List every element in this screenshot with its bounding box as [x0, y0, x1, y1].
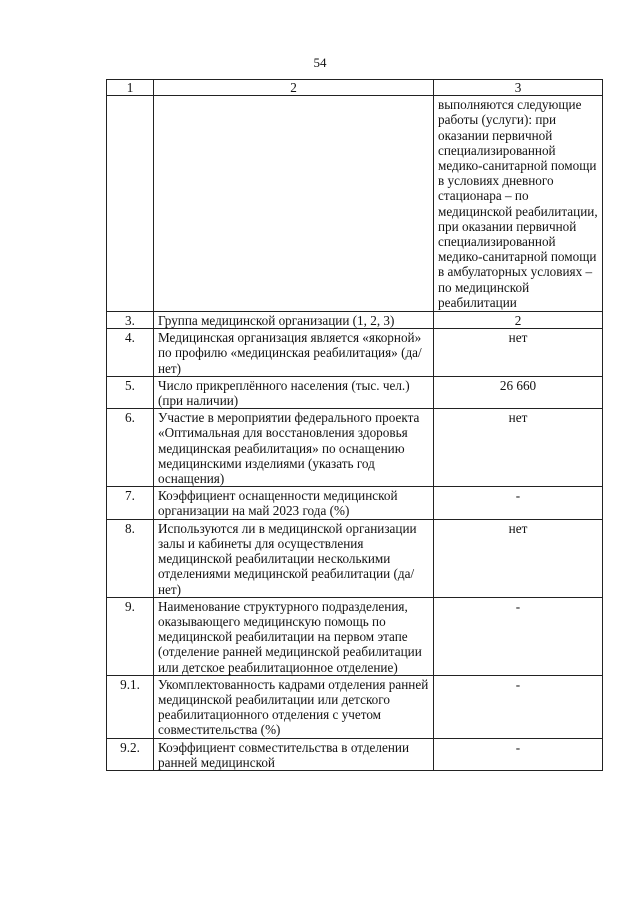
header-col-3: 3 [434, 80, 603, 96]
row-number-cell: 7. [107, 487, 154, 519]
row-value-cell: нет [434, 409, 603, 487]
row-value-cell: нет [434, 519, 603, 597]
row-number-cell: 9.1. [107, 675, 154, 738]
row-description-cell: Медицинская организация является «якорной» по профилю «медицинская реабилитация» (да/нет) [154, 329, 434, 377]
table-row [107, 675, 603, 738]
row-number-cell: 6. [107, 409, 154, 487]
row-value-cell: - [434, 597, 603, 675]
page-number: 54 [313, 55, 327, 70]
header-col-2: 2 [154, 80, 434, 96]
continuation-text-cell: выполняются следующие работы (услуги): при оказании первичной специализированной медико-санитарной помощи в условиях дневного стационара – по медицинской реабилитации, при оказании первичной специализированной медико-санитарной помощи в амбулаторных условиях – по медицинской реабилитации [434, 96, 603, 312]
table-row-continuation [107, 96, 603, 312]
header-col-1: 1 [107, 80, 154, 96]
row-number-cell: 9. [107, 597, 154, 675]
table-row [107, 312, 603, 329]
table-row [107, 597, 603, 675]
row-value-cell: 2 [434, 312, 603, 329]
row-value-cell: 26 660 [434, 376, 603, 408]
row-number-cell: 9.2. [107, 738, 154, 770]
row-number-cell: 8. [107, 519, 154, 597]
table-row [107, 519, 603, 597]
table-header-row [107, 80, 603, 96]
row-description-cell: Коэффициент совместительства в отделении ранней медицинской [154, 738, 434, 770]
row-number-cell: 4. [107, 329, 154, 377]
row-value-cell: - [434, 675, 603, 738]
table-row [107, 329, 603, 377]
row-description-cell: Коэффициент оснащенности медицинской организации на май 2023 года (%) [154, 487, 434, 519]
row-description-cell [154, 96, 434, 312]
table-row [107, 738, 603, 770]
table-row [107, 376, 603, 408]
row-description-cell: Число прикреплённого населения (тыс. чел.) (при наличии) [154, 376, 434, 408]
row-description-cell: Используются ли в медицинской организации залы и кабинеты для осуществления медицинской реабилитации несколькими отделениями медицинской реабилитации (да/нет) [154, 519, 434, 597]
row-description-cell: Группа медицинской организации (1, 2, 3) [154, 312, 434, 329]
row-description-cell: Укомплектованность кадрами отделения ранней медицинской реабилитации или детского реабилитационного отделения с учетом совместительства (%) [154, 675, 434, 738]
table-row [107, 409, 603, 487]
row-description-cell: Наименование структурного подразделения, оказывающего медицинскую помощь по медицинской реабилитации на первом этапе (отделение ранней медицинской реабилитации или детское реабилитационное отделение) [154, 597, 434, 675]
row-number-cell: 3. [107, 312, 154, 329]
row-value-cell: - [434, 738, 603, 770]
row-description-cell: Участие в мероприятии федерального проекта «Оптимальная для восстановления здоровья медицинская реабилитация» по оснащению медицинскими изделиями (указать год оснащения) [154, 409, 434, 487]
row-value-cell: - [434, 487, 603, 519]
row-number-cell: 5. [107, 376, 154, 408]
document-table [106, 79, 603, 771]
table-row [107, 487, 603, 519]
row-value-cell: нет [434, 329, 603, 377]
row-number-cell [107, 96, 154, 312]
